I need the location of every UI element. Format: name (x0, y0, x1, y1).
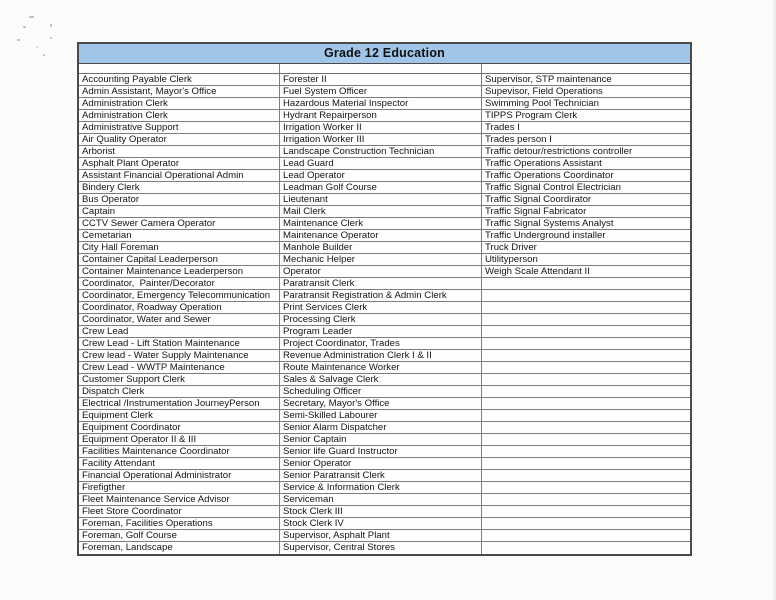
job-title-cell: Senior Captain (280, 434, 482, 445)
spacer-cell (79, 64, 280, 73)
job-title-cell: Stock Clerk IV (280, 518, 482, 529)
table-row (79, 170, 690, 182)
job-title-cell: Air Quality Operator (79, 134, 280, 145)
job-title-cell: Crew Lead - WWTP Maintenance (79, 362, 280, 373)
job-title-cell: Paratransit Clerk (280, 278, 482, 289)
table-row (79, 110, 690, 122)
job-title-cell: Weigh Scale Attendant II (485, 266, 590, 277)
job-title-cell (482, 542, 690, 554)
job-title-cell (482, 374, 690, 385)
job-title-cell: Facilities Maintenance Coordinator (79, 446, 280, 457)
job-title-cell: Traffic detour/restrictions controller (485, 146, 633, 157)
table-row (79, 434, 690, 446)
table-row (79, 518, 690, 530)
table-row (79, 422, 690, 434)
job-title-cell: Project Coordinator, Trades (280, 338, 482, 349)
table-row (79, 482, 690, 494)
job-title-cell: Container Maintenance Leaderperson (79, 266, 280, 277)
job-title-cell: Equipment Coordinator (79, 422, 280, 433)
job-title-cell: Lead Operator (280, 170, 482, 181)
job-title-cell: Leadman Golf Course (280, 182, 482, 193)
table-row (79, 98, 690, 110)
table-row (79, 134, 690, 146)
pencil-mark (50, 37, 52, 39)
job-title-cell: Manhole Builder (280, 242, 482, 253)
job-title-cell: Traffic Operations Assistant (485, 158, 602, 169)
job-title-cell: Supervisor, STP maintenance (485, 74, 612, 85)
job-title-cell: Maintenance Operator (280, 230, 482, 241)
table-row (79, 458, 690, 470)
pencil-mark (29, 16, 34, 18)
table-row (79, 254, 690, 266)
job-title-cell: Senior Paratransit Clerk (280, 470, 482, 481)
job-title-cell: Arborist (79, 146, 280, 157)
job-title-cell (482, 314, 690, 325)
table-row (79, 530, 690, 542)
job-title-cell: Firefigther (79, 482, 280, 493)
job-title-cell (482, 494, 690, 505)
job-title-cell: Accounting Payable Clerk (79, 74, 280, 85)
job-title-cell (482, 338, 690, 349)
job-title-cell: Crew Lead (79, 326, 280, 337)
table-row (79, 302, 690, 314)
job-title-cell: Scheduling Officer (280, 386, 482, 397)
job-title-cell: Customer Support Clerk (79, 374, 280, 385)
job-title-cell: Equipment Clerk (79, 410, 280, 421)
table-row (79, 218, 690, 230)
job-title-cell: Bus Operator (79, 194, 280, 205)
job-title-cell: Traffic Signal Control Electrician (485, 182, 621, 193)
job-title-cell: Admin Assistant, Mayor's Office (79, 86, 280, 97)
job-title-cell (482, 530, 690, 541)
job-title-cell: Coordinator, Roadway Operation (79, 302, 280, 313)
pencil-mark (36, 46, 38, 48)
job-title-cell: Mail Clerk (280, 206, 482, 217)
job-title-cell: Supervisor, Asphalt Plant (280, 530, 482, 541)
table-row (79, 542, 690, 554)
job-title-cell (482, 326, 690, 337)
table-body (79, 74, 690, 554)
job-title-cell: Route Maintenance Worker (280, 362, 482, 373)
job-title-cell: Utilityperson (485, 254, 538, 265)
table-row (79, 410, 690, 422)
table-row (79, 506, 690, 518)
job-title-cell (482, 434, 690, 445)
job-title-cell: Truck Driver (485, 242, 537, 253)
job-title-cell: Fleet Maintenance Service Advisor (79, 494, 280, 505)
job-title-cell: City Hall Foreman (79, 242, 280, 253)
job-title-cell: Administrative Support (79, 122, 280, 133)
job-title-cell (482, 290, 690, 301)
job-title-cell (482, 482, 690, 493)
job-title-cell: Paratransit Registration & Admin Clerk (280, 290, 482, 301)
table-row (79, 278, 690, 290)
job-title-cell: Supervisor, Central Stores (280, 542, 482, 554)
job-title-cell: Program Leader (280, 326, 482, 337)
job-title-cell: Foreman, Facilities Operations (79, 518, 280, 529)
job-title-cell: Traffic Operations Coordinator (485, 170, 614, 181)
table-row (79, 242, 690, 254)
job-title-cell: Coordinator, Emergency Telecommunication (79, 290, 280, 301)
job-title-cell (482, 470, 690, 481)
job-title-cell: Trades I (485, 122, 520, 133)
job-title-cell: Operator (280, 266, 482, 277)
job-title-cell: Captain (79, 206, 280, 217)
table-row (79, 446, 690, 458)
table-row (79, 314, 690, 326)
job-title-cell: Trades person I (485, 134, 552, 145)
table-row (79, 146, 690, 158)
job-title-cell (482, 422, 690, 433)
job-title-cell: Container Capital Leaderperson (79, 254, 280, 265)
job-title-cell: Hydrant Repairperson (280, 110, 482, 121)
job-title-cell: Traffic Signal Systems Analyst (485, 218, 614, 229)
table-row (79, 338, 690, 350)
job-title-cell: Senior life Guard Instructor (280, 446, 482, 457)
table-row (79, 398, 690, 410)
scan-edge-shadow (772, 0, 776, 600)
job-title-cell: Sales & Salvage Clerk (280, 374, 482, 385)
job-title-cell: Revenue Administration Clerk I & II (280, 350, 482, 361)
job-title-cell: Dispatch Clerk (79, 386, 280, 397)
job-title-cell: Lieutenant (280, 194, 482, 205)
job-title-cell: Fuel System Officer (280, 86, 482, 97)
job-title-cell: Lead Guard (280, 158, 482, 169)
job-title-cell (482, 350, 690, 361)
job-title-cell: Fleet Store Coordinator (79, 506, 280, 517)
job-title-cell: Stock Clerk III (280, 506, 482, 517)
table-row (79, 230, 690, 242)
job-title-cell: Landscape Construction Technician (280, 146, 482, 157)
job-title-cell: Semi-Skilled Labourer (280, 410, 482, 421)
job-title-cell: Facility Attendant (79, 458, 280, 469)
job-title-cell (482, 362, 690, 373)
grade-12-education-table (77, 42, 692, 556)
job-title-cell: Foreman, Golf Course (79, 530, 280, 541)
job-title-cell (482, 506, 690, 517)
job-title-cell: Crew lead - Water Supply Maintenance (79, 350, 280, 361)
table-row (79, 266, 690, 278)
job-title-cell: Forester II (280, 74, 482, 85)
table-row (79, 194, 690, 206)
table-row (79, 206, 690, 218)
job-title-cell: Senior Operator (280, 458, 482, 469)
job-title-cell: Bindery Clerk (79, 182, 280, 193)
job-title-cell: Swimming Pool Technician (485, 98, 599, 109)
job-title-cell: Electrical /Instrumentation JourneyPerson (79, 398, 280, 409)
job-title-cell: Coordinator, Painter/Decorator (79, 278, 280, 289)
job-title-cell: Asphalt Plant Operator (79, 158, 280, 169)
job-title-cell: Administration Clerk (79, 98, 280, 109)
job-title-cell: Senior Alarm Dispatcher (280, 422, 482, 433)
job-title-cell: Equipment Operator II & III (79, 434, 280, 445)
table-row (79, 350, 690, 362)
table-row (79, 158, 690, 170)
table-row (79, 494, 690, 506)
job-title-cell (482, 410, 690, 421)
job-title-cell: Service & Information Clerk (280, 482, 482, 493)
table-row (79, 182, 690, 194)
job-title-cell: Assistant Financial Operational Admin (79, 170, 280, 181)
job-title-cell: Hazardous Material Inspector (280, 98, 482, 109)
job-title-cell: Traffic Signal Coordirator (485, 194, 592, 205)
job-title-cell: Financial Operational Administrator (79, 470, 280, 481)
table-row (79, 122, 690, 134)
job-title-cell (482, 518, 690, 529)
job-title-cell (482, 458, 690, 469)
job-title-cell: Traffic Signal Fabricator (485, 206, 587, 217)
job-title-cell (482, 278, 690, 289)
job-title-cell: Cemetarian (79, 230, 280, 241)
spacer-cell (280, 64, 482, 73)
table-row (79, 74, 690, 86)
job-title-cell: Traffic Underground installer (485, 230, 606, 241)
table-row (79, 86, 690, 98)
job-title-cell: Maintenance Clerk (280, 218, 482, 229)
job-title-cell: Secretary, Mayor's Office (280, 398, 482, 409)
job-title-cell: Print Services Clerk (280, 302, 482, 313)
job-title-cell: Processing Clerk (280, 314, 482, 325)
job-title-cell (482, 302, 690, 313)
spacer-cell (482, 64, 690, 73)
table-row (79, 386, 690, 398)
job-title-cell (482, 398, 690, 409)
job-title-cell: Irrigation Worker III (280, 134, 482, 145)
pencil-mark (23, 26, 26, 28)
job-title-cell: Supevisor, Field Operations (485, 86, 603, 97)
pencil-mark (50, 24, 52, 27)
pencil-mark (43, 54, 45, 56)
pencil-mark (17, 39, 20, 41)
job-title-cell: Administration Clerk (79, 110, 280, 121)
job-title-cell: Crew Lead - Lift Station Maintenance (79, 338, 280, 349)
job-title-cell: Coordinator, Water and Sewer (79, 314, 280, 325)
table-row (79, 470, 690, 482)
job-title-cell: CCTV Sewer Camera Operator (79, 218, 280, 229)
job-title-cell: Serviceman (280, 494, 482, 505)
table-title: Grade 12 Education (79, 44, 690, 64)
table-row (79, 362, 690, 374)
job-title-cell: TIPPS Program Clerk (485, 110, 578, 121)
table-row (79, 290, 690, 302)
spacer-row (79, 64, 690, 74)
table-row (79, 326, 690, 338)
job-title-cell (482, 386, 690, 397)
job-title-cell (482, 446, 690, 457)
table-row (79, 374, 690, 386)
job-title-cell: Irrigation Worker II (280, 122, 482, 133)
job-title-cell: Mechanic Helper (280, 254, 482, 265)
job-title-cell: Foreman, Landscape (79, 542, 280, 554)
